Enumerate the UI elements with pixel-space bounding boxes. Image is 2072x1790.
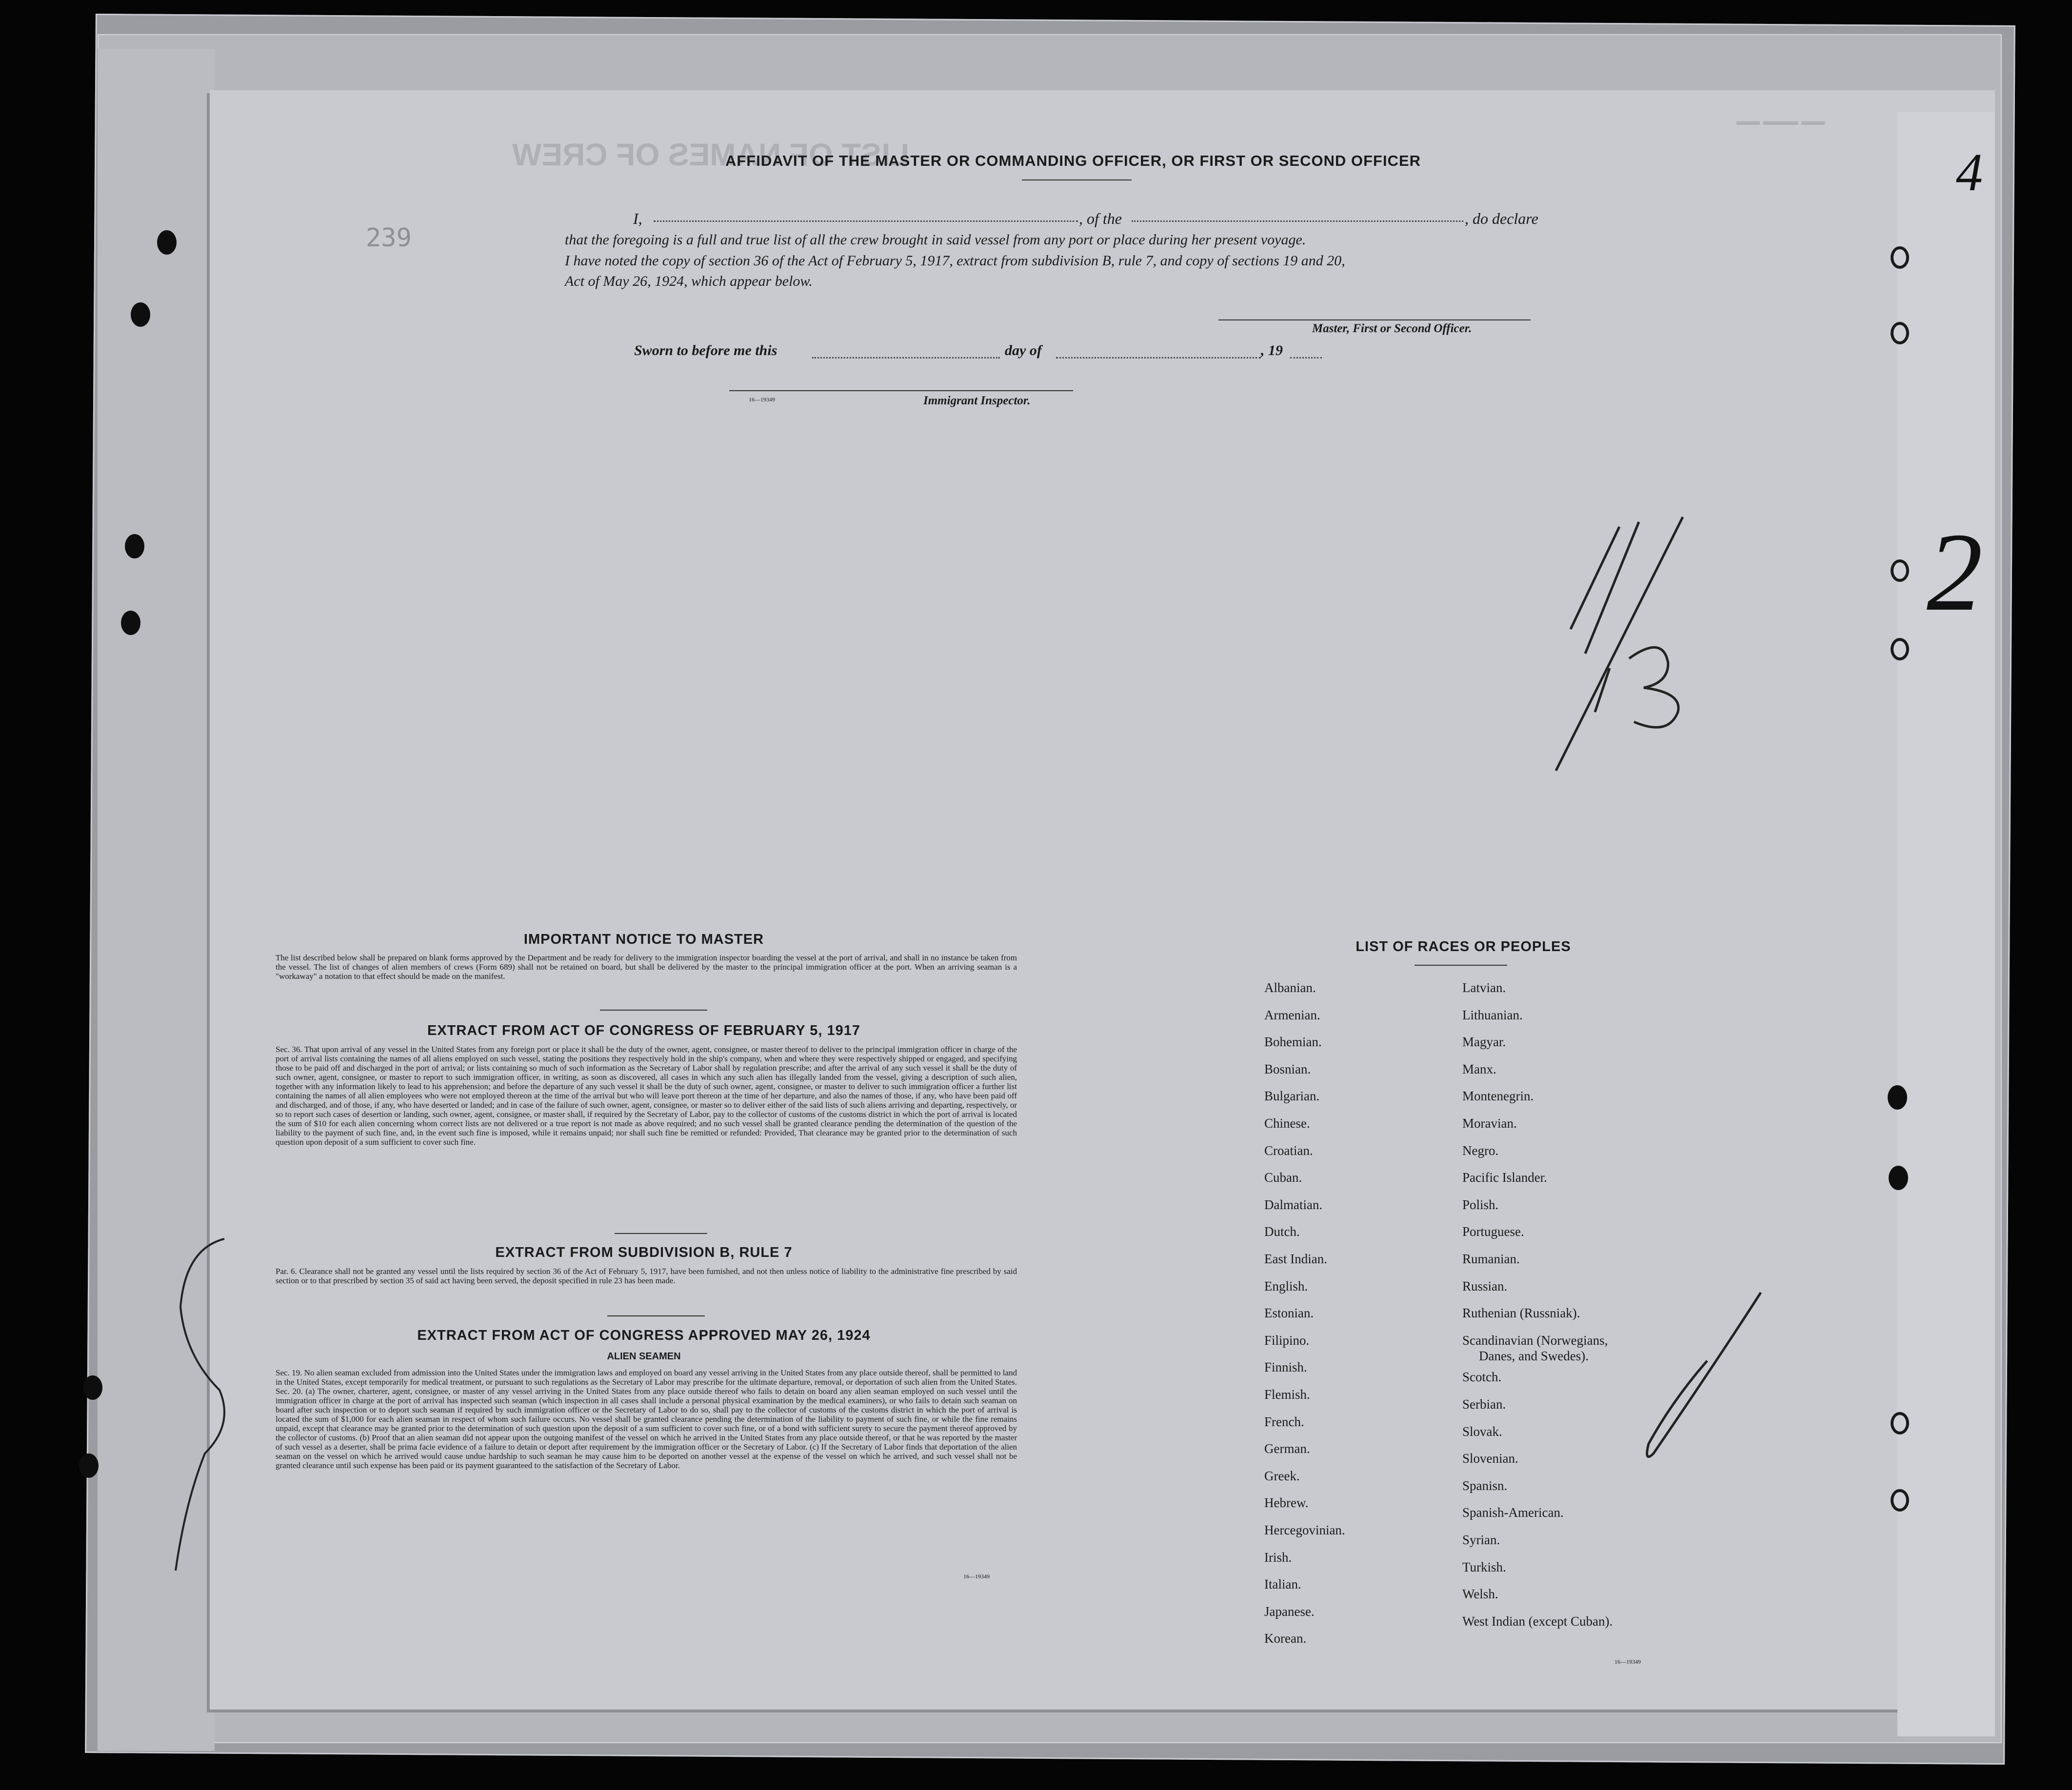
binder-hole-icon (1889, 1166, 1908, 1190)
race-item: East Indian. (1264, 1252, 1327, 1266)
affidavit-line-2: that the foregoing is a full and true list of all the crew brought in said vessel from any port or place during her present voyage. (565, 232, 1306, 248)
race-item: Montenegrin. (1462, 1089, 1534, 1103)
race-item: Cuban. (1264, 1170, 1302, 1185)
race-item: Dutch. (1264, 1224, 1300, 1239)
binder-hole-icon (1888, 1085, 1907, 1110)
binder-hole-icon (131, 302, 150, 327)
bleedthrough-text: ▬▬ ▬▬▬ ▬▬ (1736, 115, 1825, 128)
divider (600, 1010, 707, 1011)
extract-1924-text: Sec. 19. No alien seaman excluded from admission into the United States under the immigration laws and employed on board any vessel arriving in the United States from any place outside thereof, shall be permitted to land in the United States, except temporarily for medical treatment, or pursuant to such regulations as the Secretary of Labor may prescribe for the ultimate departure, removal, or deportation of such alien from the United States. Sec. 20. (a) The owner, charterer, agent, consignee, or master of any vessel arriving in the United States from any place outside thereof who fails to detain on board any alien seaman employed on such vessel until the immigration officer in charge at the port of arrival has inspected such seaman (which inspection in all cases shall include a personal physical examination by the medical examiners), or who fails to detain such seaman on board after such inspection or to deport such seaman if required by such immigration officer or the Secretary of Labor to do so, shall pay to the collector of customs of the customs district in which the port of arrival is located the sum of $1,000 for each alien seaman in respect of whom such failure occurs. No vessel shall be granted clearance pending the determination of the liability to payment of such fine, or while the fine remains unpaid, except that clearance may be granted prior to the determination of such question upon the deposit of a sum sufficient to cover such fine, or of a bond with sufficient surety to secure the payment thereof approved by the collector of customs. (b) Proof that an alien seaman did not appear upon the outgoing manifest of the vessel on which he arrived in the United States from any place outside thereof, or that he was reported by the master of such vessel as a deserter, shall be prima facie evidence of a failure to detain or deport after requirement by the immigration officer or the Secretary of Labor. (c) If the Secretary of Labor finds that deportation of the alien seaman on the vessel on which he arrived would cause undue hardship to such seaman he may cause him to be deported on another vessel at the expense of the vessel on which he arrived, and such vessel shall not be granted clearance until such expense has been paid or its payment guaranteed to the satisfaction of the Secretary of Labor. (276, 1368, 1017, 1470)
race-item: Bosnian. (1264, 1062, 1311, 1076)
race-item: Dalmatian. (1264, 1197, 1323, 1212)
affidavit-declare: , do declare (1465, 210, 1538, 227)
race-item: Hercegovinian. (1264, 1523, 1345, 1537)
race-item: Italian. (1264, 1577, 1301, 1591)
binder-hole-icon (157, 230, 177, 255)
extract-1924-title: EXTRACT FROM ACT OF CONGRESS APPROVED MAY 26, 1924 (417, 1328, 871, 1343)
sworn-day-of: day of (1005, 342, 1042, 358)
pencil-bracket-icon (166, 1229, 254, 1580)
race-item: Chinese. (1264, 1116, 1310, 1131)
affidavit-line-4: Act of May 26, 1924, which appear below. (565, 273, 813, 289)
extract-1924-subtitle: ALIEN SEAMEN (607, 1351, 681, 1362)
race-item: Spanisn. (1462, 1478, 1508, 1493)
sworn-year: , 19 (1261, 342, 1283, 358)
race-item: Pacific Islander. (1462, 1170, 1547, 1185)
race-item: Portuguese. (1462, 1224, 1524, 1239)
binder-hole-icon (1891, 1412, 1909, 1434)
year-blank (1290, 357, 1322, 358)
race-item: Slovak. (1462, 1424, 1502, 1439)
race-item: West Indian (except Cuban). (1462, 1614, 1613, 1629)
extract-1917-title: EXTRACT FROM ACT OF CONGRESS OF FEBRUARY 5, 1917 (427, 1023, 861, 1038)
race-item: Moravian. (1462, 1116, 1517, 1131)
inspector-caption: Immigrant Inspector. (923, 394, 1031, 407)
race-item: Lithuanian. (1462, 1008, 1523, 1022)
race-item: Turkish. (1462, 1560, 1506, 1574)
signature-line (1218, 319, 1531, 320)
race-item: Irish. (1264, 1550, 1292, 1565)
race-item: Scotch. (1462, 1370, 1502, 1384)
notice-title: IMPORTANT NOTICE TO MASTER (523, 932, 764, 947)
binder-hole-icon (121, 611, 140, 635)
race-item: French. (1264, 1414, 1304, 1429)
corner-number: 4 (1956, 142, 1983, 202)
bleedthrough-text: LIST OF NAMES OF CREW (512, 137, 910, 172)
race-item: Filipino. (1264, 1333, 1310, 1348)
divider (1022, 179, 1132, 180)
race-item: Polish. (1462, 1197, 1499, 1212)
race-item: Croatian. (1264, 1143, 1313, 1158)
bleedthrough-number: 239 (366, 223, 412, 253)
binder-hole-icon (79, 1453, 99, 1478)
race-item: Welsh. (1462, 1587, 1498, 1601)
divider (1415, 965, 1507, 966)
race-item: Bulgarian. (1264, 1089, 1320, 1103)
pencil-annotation-icon (1536, 507, 1741, 790)
race-item: Serbian. (1462, 1397, 1506, 1412)
race-item: Rumanian. (1462, 1252, 1520, 1266)
race-item: English. (1264, 1279, 1308, 1293)
race-item: Armenian. (1264, 1008, 1320, 1022)
divider (607, 1315, 705, 1316)
race-item: Ruthenian (Russniak). (1462, 1306, 1580, 1320)
binder-hole-icon (83, 1375, 102, 1400)
race-item: Japanese. (1264, 1604, 1315, 1619)
binder-hole-icon (1891, 638, 1909, 660)
affidavit-i: I, (633, 210, 642, 227)
affidavit-line-3: I have noted the copy of section 36 of the Act of February 5, 1917, extract from subdivision B, rule 7, and copy of sections 19 and 20, (565, 253, 1345, 269)
rule7-text: Par. 6. Clearance shall not be granted any vessel until the lists required by section 36 of the Act of February 5, 1917, have been furnished, and not then unless notice of liability to the administrative fine prescribed by said section or to that prescribed by section 35 of said act having been served, the deposit specified in rule 23 has been made. (276, 1267, 1017, 1285)
race-item: Manx. (1462, 1062, 1496, 1076)
affidavit-title: AFFIDAVIT OF THE MASTER OR COMMANDING OFFICER, OR FIRST OR SECOND OFFICER (725, 152, 1421, 169)
month-blank (1056, 357, 1261, 358)
race-item: Hebrew. (1264, 1495, 1309, 1510)
name-blank (654, 220, 1078, 222)
form-code: 16—19349 (1614, 1658, 1641, 1665)
race-item: Korean. (1264, 1631, 1307, 1646)
race-item: Spanish-American. (1462, 1505, 1564, 1520)
sworn-text: Sworn to before me this (634, 342, 777, 358)
extract-1917-text: Sec. 36. That upon arrival of any vessel in the United States from any foreign port or place it shall be the duty of the owner, agent, consignee, or master thereof to deliver to the principal immigration officer in charge of the port of arrival lists containing the names of all aliens employed on such vessel, stating the positions they respectively hold in the ship's company, when and where they were respectively shipped or engaged, and specifying those to be paid off and discharged in the port of arrival; or lists containing so much of such information as the Secretary of Labor shall by regulation prescribe; and after the arrival of any such vessel it shall be the duty of such owner, agent, consignee, or master to report to such immigration officer, in writing, as soon as discovered, all cases in which any such alien has illegally landed from the vessel, giving a description of such alien, together with any information likely to lead to his apprehension; and before the departure of any such vessel it shall be the duty of such owner, agent, consignee, or master to deliver to such immigration officer a further list containing the names of all alien employees who were not employed thereon at the time of the arrival but who will leave port thereon at the time of her departure, and also the names of those, if any, who have been paid off and discharged, and of those, if any, who have deserted or landed; and in case of the failure of such owner, agent, consignee, or master so to deliver either of the said lists of such aliens arriving and departing, respectively, or so to report such cases of desertion or landing, such owner, agent, consignee, or master shall, if required by the Secretary of Labor, pay to the collector of customs of the customs district in which the port of arrival is located the sum of $10 for each alien concerning whom correct lists are not delivered or a true report is not made as above required; and no such vessel shall be granted clearance pending the determination of the question of the liability to the payment of such fine, and, in the event such fine is imposed, while it remains unpaid; nor shall such fine be remitted or refunded: Provided, That clearance may be granted prior to the determination of such question upon deposit of a sum sufficient to cover such fine. (276, 1045, 1017, 1147)
affidavit-of-the: , of the (1079, 210, 1122, 227)
race-item: Negro. (1462, 1143, 1499, 1158)
race-item: Greek. (1264, 1469, 1300, 1483)
binder-hole-icon (1891, 559, 1909, 582)
inspector-line (729, 390, 1073, 391)
race-item: Latvian. (1462, 980, 1506, 995)
race-item: Estonian. (1264, 1306, 1314, 1320)
race-item: Russian. (1462, 1279, 1508, 1293)
race-item: German. (1264, 1441, 1310, 1456)
race-item: Finnish. (1264, 1360, 1307, 1374)
race-item: Scandinavian (Norwegians, (1462, 1333, 1608, 1348)
day-blank (812, 357, 1000, 358)
form-code: 16—19349 (963, 1573, 990, 1580)
binder-hole-icon (1891, 322, 1909, 344)
divider (615, 1233, 707, 1234)
race-item: Albanian. (1264, 980, 1316, 995)
right-page-edge (1897, 112, 1995, 1736)
race-item: Flemish. (1264, 1387, 1310, 1402)
page-number: 2 (1927, 510, 1983, 634)
race-item: Syrian. (1462, 1532, 1500, 1547)
binder-hole-icon (1891, 246, 1909, 269)
binder-hole-icon (125, 534, 144, 558)
binder-hole-icon (1891, 1489, 1909, 1512)
pencil-stroke-icon (1634, 1288, 1771, 1463)
form-code: 16—19349 (749, 396, 775, 403)
notice-text: The list described below shall be prepared on blank forms approved by the Department and be ready for delivery to the immigration inspector boarding the vessel at the port of arrival, and shall in no instance be taken from the vessel. The list of changes of alien members of crews (Form 689) shall not be retained on board, but shall be delivered by the master to the principal immigration officer at the port. When an arriving seaman is a "workaway" a notation to that effect should be made on the manifest. (276, 953, 1017, 981)
signature-caption: Master, First or Second Officer. (1312, 322, 1472, 335)
race-item: Danes, and Swedes). (1479, 1349, 1589, 1363)
rule7-title: EXTRACT FROM SUBDIVISION B, RULE 7 (495, 1245, 793, 1260)
race-item: Slovenian. (1462, 1451, 1518, 1466)
vessel-blank (1132, 220, 1463, 222)
races-title: LIST OF RACES OR PEOPLES (1355, 939, 1571, 955)
race-item: Bohemian. (1264, 1034, 1322, 1049)
race-item: Magyar. (1462, 1034, 1506, 1049)
